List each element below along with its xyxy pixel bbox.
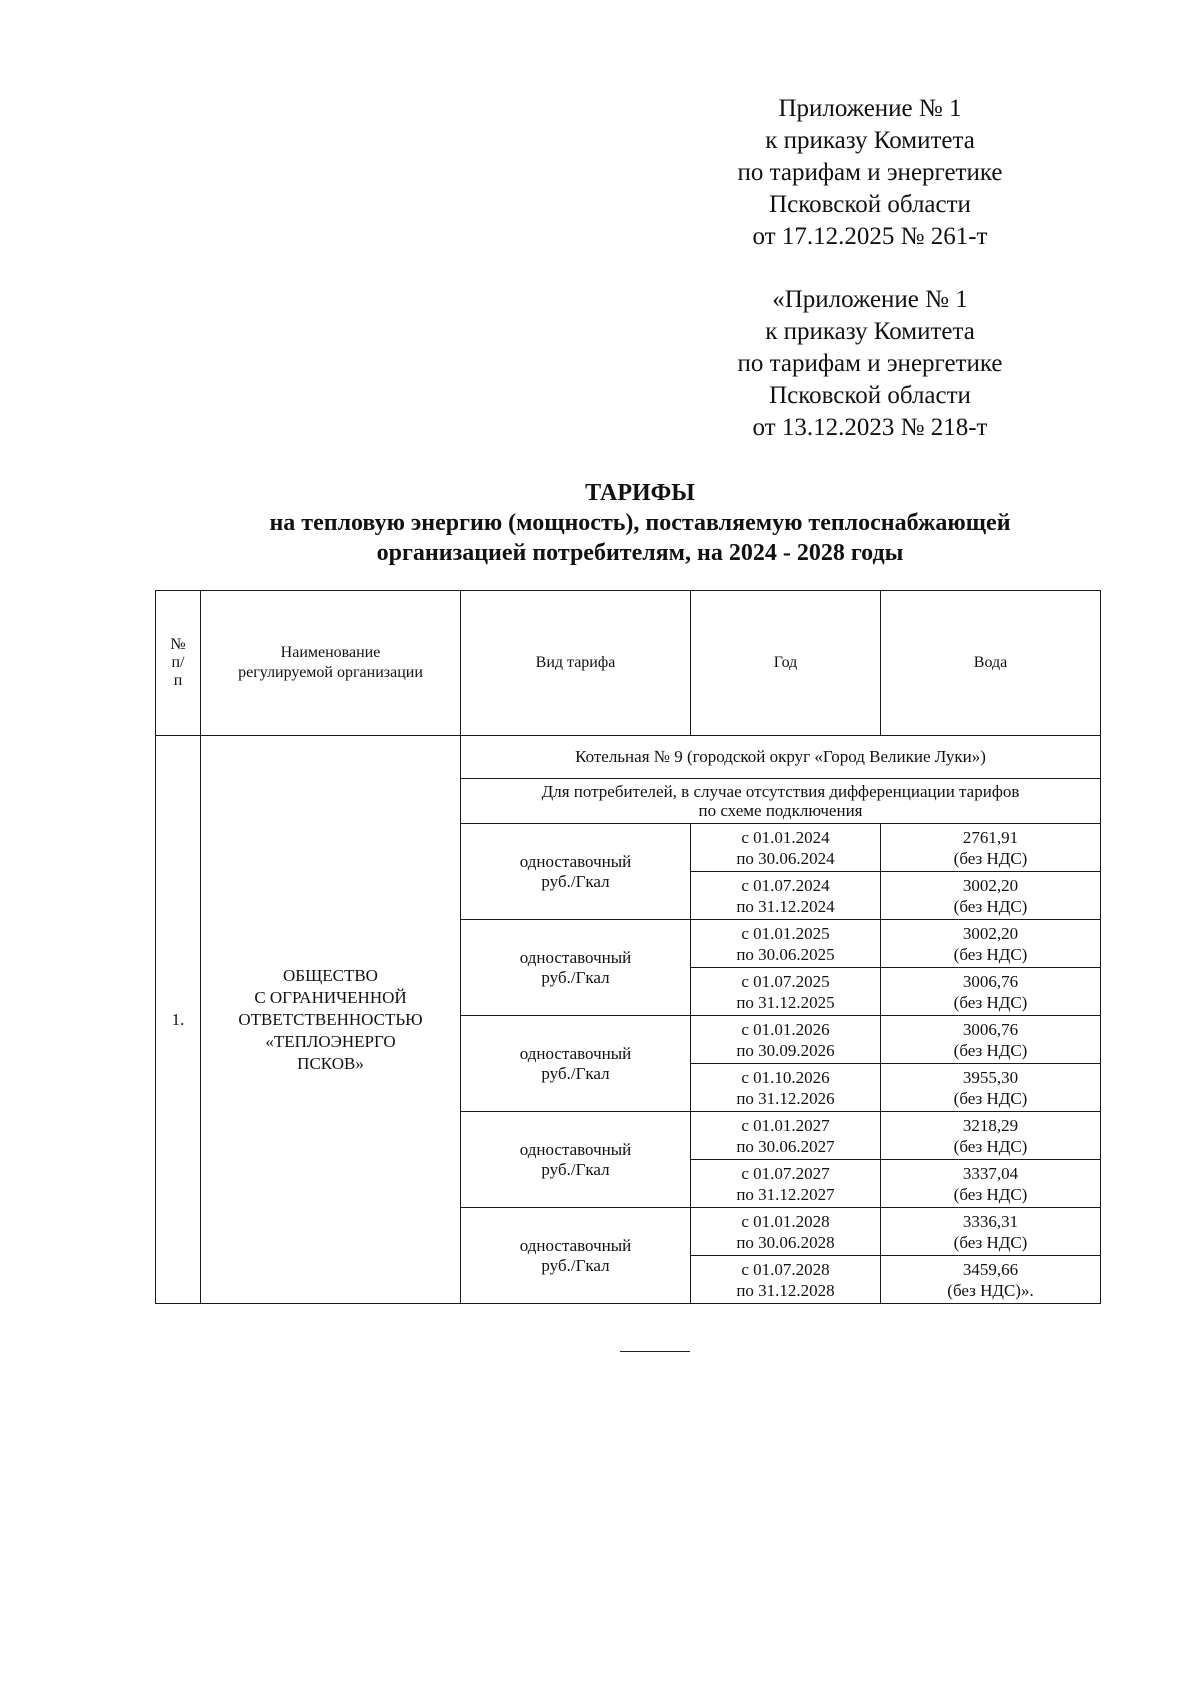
consumer-category: Для потребителей, в случае отсутствия дифференциации тарифов по схеме подключения — [461, 779, 1101, 824]
header-tariff-type: Вид тарифа — [461, 591, 691, 736]
table-header-row — [156, 591, 1101, 736]
tariff-value-cell: 3218,29 (без НДС) — [881, 1112, 1101, 1160]
period-cell: с 01.07.2028 по 31.12.2028 — [691, 1256, 881, 1304]
tariff-type-cell: одноставочный руб./Гкал — [461, 920, 691, 1016]
tariff-value-cell: 3336,31 (без НДС) — [881, 1208, 1101, 1256]
appendix-original-line: к приказу Комитета — [765, 318, 975, 345]
appendix-original-block — [620, 284, 1120, 444]
period-cell: с 01.01.2028 по 30.06.2028 — [691, 1208, 881, 1256]
header-num: № п/ п — [156, 591, 201, 736]
period-cell: с 01.07.2027 по 31.12.2027 — [691, 1160, 881, 1208]
period-cell: с 01.01.2024 по 30.06.2024 — [691, 824, 881, 872]
period-cell: с 01.01.2026 по 30.09.2026 — [691, 1016, 881, 1064]
tariff-value-cell: 3459,66 (без НДС)». — [881, 1256, 1101, 1304]
appendix-original-line: Псковской области — [769, 382, 971, 409]
tariff-value-cell: 3337,04 (без НДС) — [881, 1160, 1101, 1208]
title-heading: ТАРИФЫ — [585, 480, 695, 506]
appendix-current-line: по тарифам и энергетике — [737, 159, 1003, 186]
tariff-type-cell: одноставочный руб./Гкал — [461, 1208, 691, 1304]
appendix-current-line: к приказу Комитета — [765, 127, 975, 154]
period-cell: с 01.07.2025 по 31.12.2025 — [691, 968, 881, 1016]
appendix-original-line: по тарифам и энергетике — [737, 350, 1003, 377]
header-year: Год — [691, 591, 881, 736]
tariff-value-cell: 3955,30 (без НДС) — [881, 1064, 1101, 1112]
appendix-original-line: «Приложение № 1 — [772, 286, 968, 313]
tariff-type-cell: одноставочный руб./Гкал — [461, 1112, 691, 1208]
organization-name: ОБЩЕСТВО С ОГРАНИЧЕННОЙ ОТВЕТСТВЕННОСТЬЮ «ТЕПЛОЭНЕРГО ПСКОВ» — [201, 736, 461, 1304]
tariff-value-cell: 3006,76 (без НДС) — [881, 968, 1101, 1016]
header-water: Вода — [881, 591, 1101, 736]
appendix-current-line: Приложение № 1 — [778, 95, 962, 122]
period-cell: с 01.10.2026 по 31.12.2026 — [691, 1064, 881, 1112]
table-row — [156, 736, 1101, 779]
end-divider — [620, 1351, 690, 1352]
appendix-current-line: от 17.12.2025 № 261-т — [752, 223, 988, 250]
tariff-value-cell: 3002,20 (без НДС) — [881, 872, 1101, 920]
boiler-house: Котельная № 9 (городской округ «Город Великие Луки») — [461, 736, 1101, 779]
tariff-value-cell: 3002,20 (без НДС) — [881, 920, 1101, 968]
period-cell: с 01.01.2025 по 30.06.2025 — [691, 920, 881, 968]
appendix-current-block — [620, 93, 1120, 253]
tariff-type-cell: одноставочный руб./Гкал — [461, 1016, 691, 1112]
header-organization: Наименование регулируемой организации — [201, 591, 461, 736]
appendix-original-line: от 13.12.2023 № 218-т — [752, 414, 988, 441]
row-number: 1. — [156, 736, 201, 1304]
document-title — [180, 478, 1100, 568]
appendix-current-line: Псковской области — [769, 191, 971, 218]
period-cell: с 01.01.2027 по 30.06.2027 — [691, 1112, 881, 1160]
tariff-table — [155, 590, 1101, 1304]
title-line: на тепловую энергию (мощность), поставляемую теплоснабжающей — [269, 510, 1011, 536]
tariff-type-cell: одноставочный руб./Гкал — [461, 824, 691, 920]
tariff-value-cell: 3006,76 (без НДС) — [881, 1016, 1101, 1064]
period-cell: с 01.07.2024 по 31.12.2024 — [691, 872, 881, 920]
tariff-value-cell: 2761,91 (без НДС) — [881, 824, 1101, 872]
title-line: организацией потребителям, на 2024 - 2028 годы — [376, 540, 904, 566]
